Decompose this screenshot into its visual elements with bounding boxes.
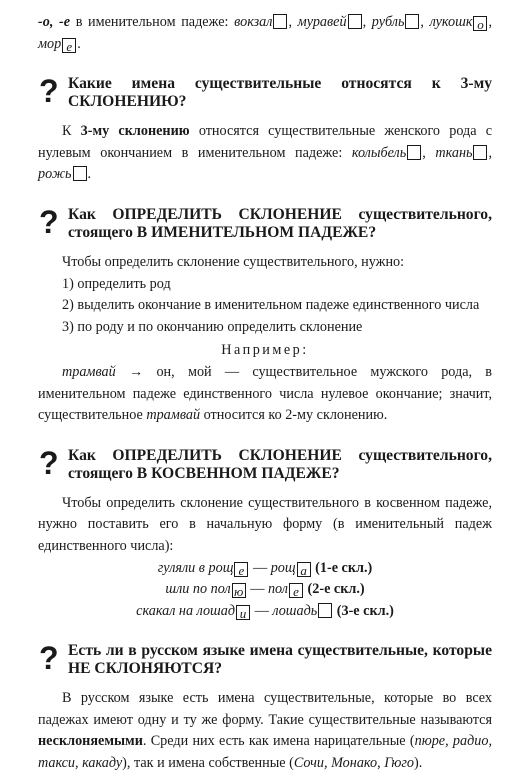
example-paragraph: трамвай → он, мой — существительное мужского рода, в именительном падеже единственного числа нулевое окончание; значит, существительное трамвай относится ко 2-му склонению. xyxy=(38,363,492,424)
list-item: 2) выделить окончание в именительном падеже единственного числа xyxy=(62,297,480,314)
ending-box xyxy=(273,14,287,29)
question-title: Как ОПРЕДЕЛИТЬ СКЛОНЕНИЕ существительного, стоящего В КОСВЕННОМ ПАДЕЖЕ? xyxy=(68,446,492,482)
answer-paragraph: В русском языке есть имена существительные, которые во всех падежах имеют одну и ту же форму. Такие существительные называются несклоняемыми. Среди них есть как имена нарицательные (пюре, радио, такси, какаду), так и имена собственные (Сочи, Монако, Гюго). xyxy=(38,690,492,772)
example-row: шли по пол ю — пол е (2-е скл.) xyxy=(165,581,365,600)
svg-text:?: ? xyxy=(39,445,59,480)
ending-box: е xyxy=(234,562,248,577)
question-title: Есть ли в русском языке имена существительные, которые НЕ СКЛОНЯЮТСЯ? xyxy=(68,642,492,678)
steps-list xyxy=(38,252,492,338)
intro-line: -о, -е в именительном падеже: вокзал , муравей , рубль , лукошк о , мор е . xyxy=(38,14,493,54)
textbook-page xyxy=(38,12,492,775)
question-heading xyxy=(38,75,492,111)
ending-box: е xyxy=(62,38,76,53)
ending-box xyxy=(318,603,332,618)
ending-box: и xyxy=(236,605,250,620)
answer-paragraph: Чтобы определить склонение существительного в косвенном падеже, нужно поставить его в начальную форму (в именительный падеж единственного числа): xyxy=(38,494,492,554)
list-item: Чтобы определить склонение существительного, нужно: xyxy=(62,253,405,270)
question-mark-icon xyxy=(38,74,60,108)
ending-box xyxy=(473,145,487,160)
ending-box: о xyxy=(473,16,487,31)
svg-text:?: ? xyxy=(39,74,59,109)
question-mark-icon xyxy=(38,446,60,480)
question-mark-icon xyxy=(38,641,60,675)
ending-box xyxy=(407,145,421,160)
list-item: 3) по роду и по окончанию определить склонение xyxy=(62,318,363,335)
question-title: Какие имена существительные относятся к 3-му СКЛОНЕНИЮ? xyxy=(68,75,492,111)
example-label: Например: xyxy=(221,342,309,359)
ending-box: а xyxy=(297,562,311,577)
question-heading xyxy=(38,206,492,242)
ending-box xyxy=(405,14,419,29)
list-item: 1) определить род xyxy=(62,275,171,292)
ending-box xyxy=(348,14,362,29)
ending-box: е xyxy=(289,583,303,598)
ending-box xyxy=(73,166,87,181)
svg-text:?: ? xyxy=(39,641,59,676)
example-row: скакал на лошад и — лошадь (3-е скл.) xyxy=(136,602,394,621)
question-mark-icon xyxy=(38,205,60,239)
svg-text:?: ? xyxy=(39,204,59,239)
question-heading xyxy=(38,642,492,678)
answer-paragraph: К 3-му склонению относятся существительные женского рода с нулевым окончанием в именительном падеже: колыбель , ткань , рожь . xyxy=(38,123,493,183)
question-heading xyxy=(38,447,492,483)
example-row: гуляли в рощ е — рощ а (1-е скл.) xyxy=(157,559,373,578)
question-title: Как ОПРЕДЕЛИТЬ СКЛОНЕНИЕ существительного, стоящего В ИМЕНИТЕЛЬНОМ ПАДЕЖЕ? xyxy=(68,205,492,241)
ending-box: ю xyxy=(232,583,246,598)
